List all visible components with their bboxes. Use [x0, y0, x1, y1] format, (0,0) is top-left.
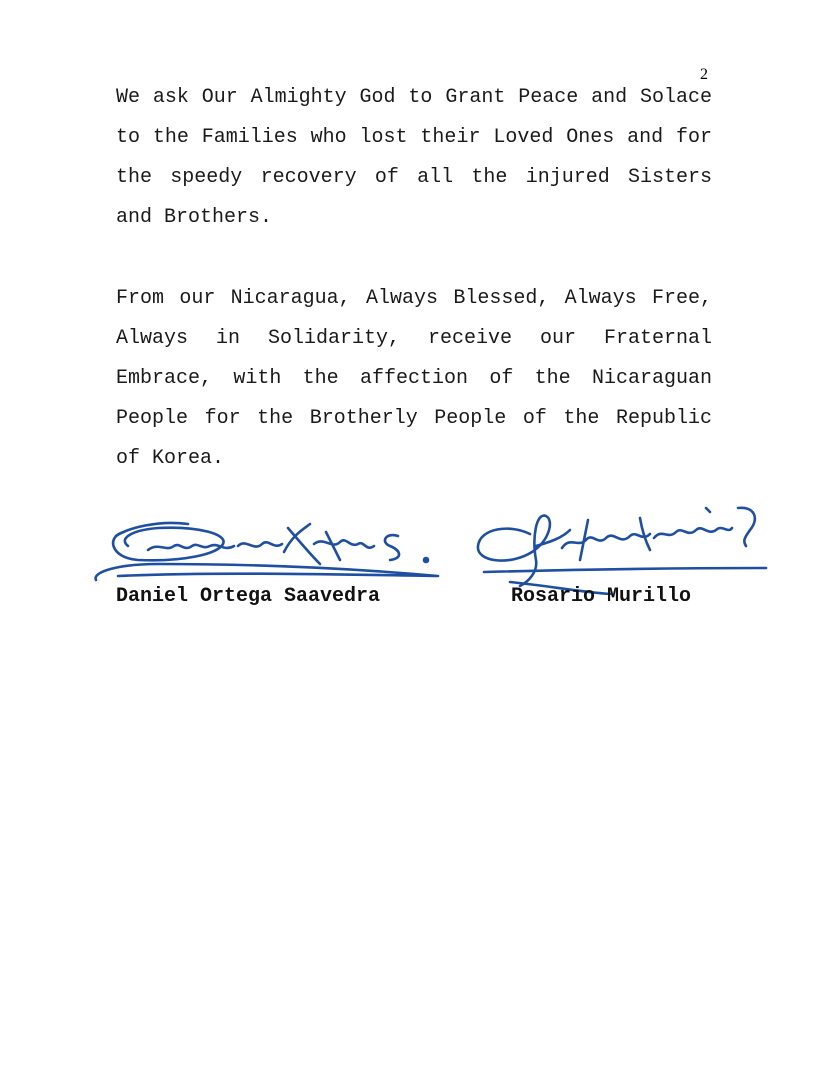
signature-murillo-image [470, 490, 770, 595]
signer-name-murillo: Rosario Murillo [511, 585, 692, 608]
signature-ortega-image [88, 502, 444, 582]
signer-name-ortega: Daniel Ortega Saavedra [116, 585, 381, 608]
page-number: 2 [700, 66, 708, 83]
letter-paragraph-1: We ask Our Almighty God to Grant Peace and Solace to the Families who lost their Loved Ones and for the speedy recovery of all the injured Sisters and Brothers. [116, 86, 712, 229]
letter-paragraph-2: From our Nicaragua, Always Blessed, Always Free, Always in Solidarity, receive our Fraternal Embrace, with the affection of the Nicaraguan People for the Brotherly People of the Republic of Korea. [116, 287, 712, 470]
signature-block [0, 490, 825, 620]
